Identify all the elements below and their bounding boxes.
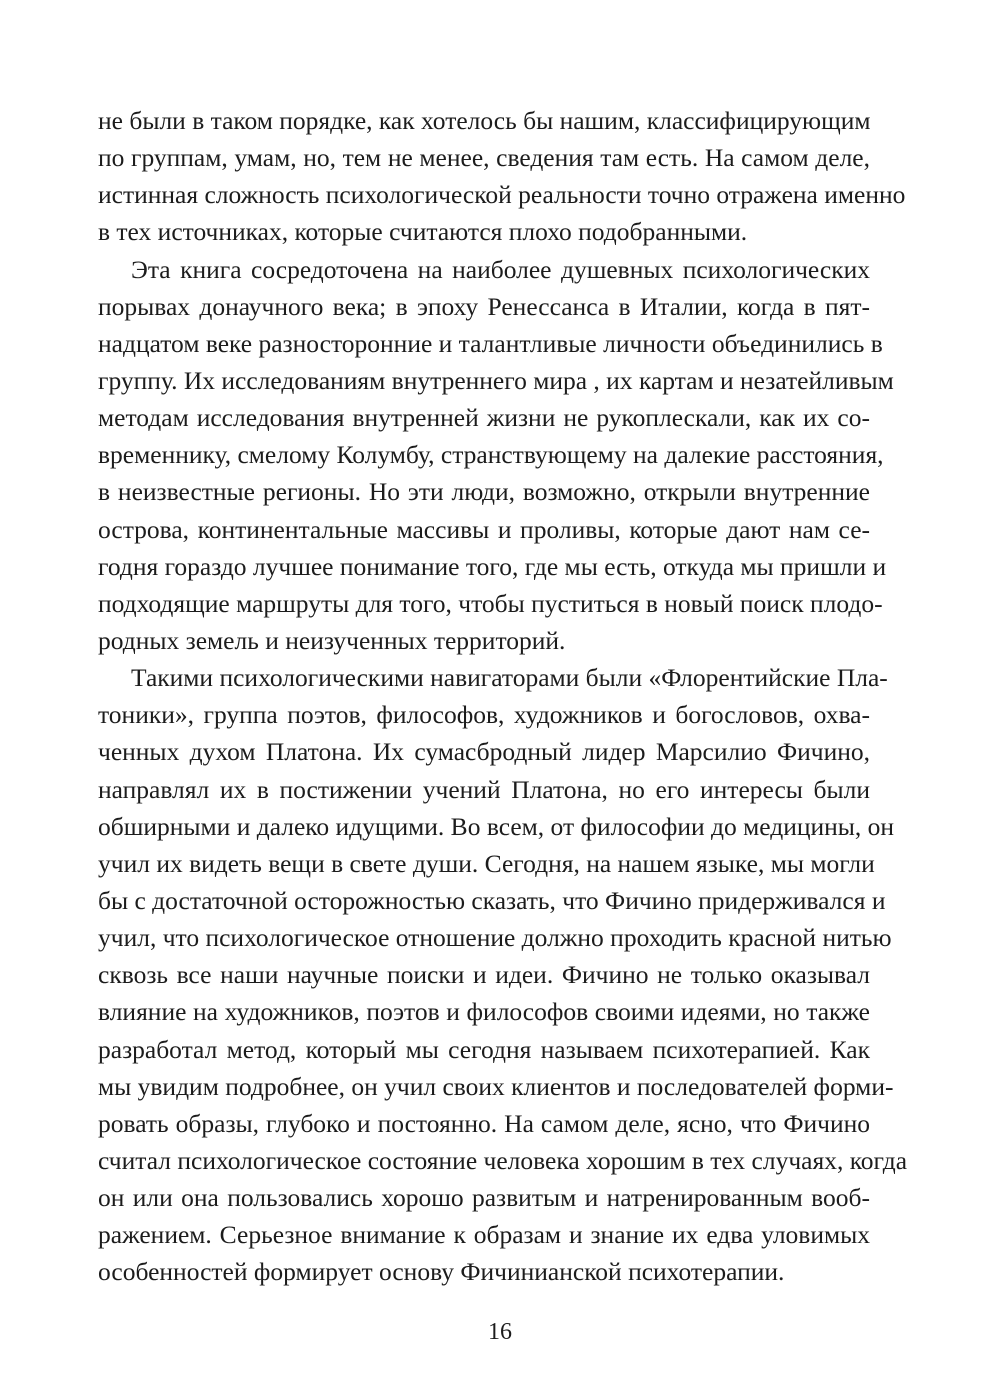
text-line: учил их видеть вещи в свете души. Сегодня, на нашем языке, мы могли	[98, 848, 875, 878]
text-line: по группам, умам, но, тем не менее, сведения там есть. На самом деле,	[98, 143, 870, 173]
text-line: ровать образы, глубоко и постоянно. На самом деле, ясно, что Фичино	[98, 1108, 870, 1138]
text-line: в неизвестные регионы. Но эти люди, возможно, открыли внутренние	[98, 477, 870, 507]
text-line: временнику, смелому Колумбу, странствующему на далекие расстояния,	[98, 440, 884, 470]
text-line: направлял их в постижении учений Платона, но его интересы были	[98, 774, 870, 804]
text-line: ченных духом Платона. Их сумасбродный лидер Марсилио Фичино,	[98, 737, 870, 767]
text-line: он или она пользовались хорошо развитым и натренированным вооб-	[98, 1183, 870, 1213]
text-line: учил, что психологическое отношение должно проходить красной нитью	[98, 923, 892, 953]
paragraph-2	[98, 251, 894, 660]
text-line: Такими психологическими навигаторами были «Флорентийские Пла-	[131, 663, 888, 693]
text-line: считал психологическое состояние человека хорошим в тех случаях, когда	[98, 1145, 908, 1175]
text-line: разработал метод, который мы сегодня называем психотерапией. Как	[98, 1034, 870, 1064]
paragraph-1	[98, 102, 906, 251]
text-line: надцатом веке разносторонние и талантливые личности объединились в	[98, 328, 883, 358]
text-line: обширными и далеко идущими. Во всем, от философии до медицины, он	[98, 811, 895, 841]
text-line: сквозь все наши научные поиски и идеи. Фичино не только оказывал	[98, 960, 870, 990]
text-line: мы увидим подробнее, он учил своих клиентов и последователей форми-	[98, 1071, 894, 1101]
text-line: ражением. Серьезное внимание к образам и знание их едва уловимых	[98, 1220, 870, 1250]
text-line: бы с достаточной осторожностью сказать, что Фичино придерживался и	[98, 885, 886, 915]
text-line: в тех источниках, которые считаются плохо подобранными.	[98, 217, 748, 247]
text-line: истинная сложность психологической реальности точно отражена именно	[98, 180, 906, 210]
text-line: подходящие маршруты для того, чтобы пуститься в новый поиск плодо-	[98, 588, 883, 618]
text-line: не были в таком порядке, как хотелось бы нашим, классифицирующим	[98, 106, 871, 135]
text-line: порывах донаучного века; в эпоху Ренессанса в Италии, когда в пят-	[98, 291, 870, 321]
paragraph-3	[98, 659, 908, 1290]
text-line: родных земель и неизученных территорий.	[98, 625, 566, 655]
text-line: методам исследования внутренней жизни не рукоплескали, как их со-	[98, 403, 870, 433]
text-line: острова, континентальные массивы и проливы, которые дают нам се-	[98, 514, 870, 544]
text-line: тоники», группа поэтов, философов, художников и богословов, охва-	[98, 700, 870, 730]
body-text	[98, 102, 908, 1291]
text-line: особенностей формирует основу Фичинианской психотерапии.	[98, 1257, 785, 1287]
text-line: влияние на художников, поэтов и философов своими идеями, но также	[98, 997, 870, 1027]
text-line: группу. Их исследованиям внутреннего мира , их картам и незатейливым	[98, 365, 894, 395]
text-line: Эта книга сосредоточена на наиболее душевных психологических	[131, 254, 870, 284]
text-line: годня гораздо лучшее понимание того, где мы есть, откуда мы пришли и	[98, 551, 887, 581]
page-number: 16	[488, 1319, 512, 1345]
